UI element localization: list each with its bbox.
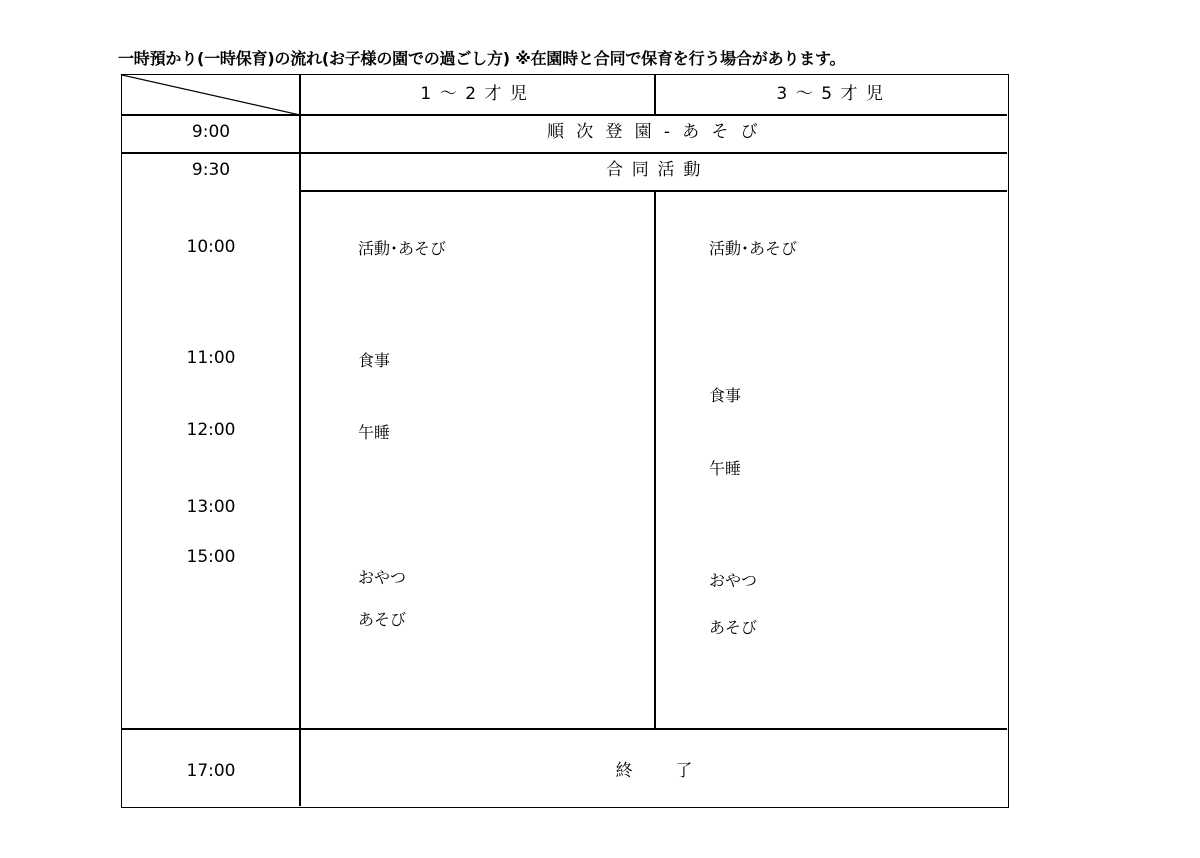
time-9-30: 9:30 (191, 160, 231, 180)
time-10-00: 10:00 (186, 237, 236, 257)
activity-3-5-snack: おやつ (709, 571, 758, 590)
activity-1-2-nap: 午睡 (358, 423, 391, 442)
diagonal-header-cell (122, 75, 300, 115)
column-divider (654, 75, 656, 114)
arrival-play-text: 順 次 登 園 - あ そ び (547, 122, 761, 142)
activity-3-5-play2: あそび (709, 618, 758, 637)
end-text: 終 了 (615, 761, 693, 781)
activity-3-5-play: 活動･あそび (709, 239, 798, 258)
activity-1-2-play2: あそび (358, 610, 407, 629)
page-title: 一時預かり(一時保育)の流れ(お子様の園での過ごし方) ※在園時と合同で保育を行う場合があります。 (118, 49, 846, 68)
header-1-2-years: 1～2才児 (420, 84, 536, 104)
activity-3-5-meal: 食事 (709, 386, 742, 405)
time-17-00: 17:00 (186, 761, 236, 781)
header-3-5-years: 3～5才児 (776, 84, 892, 104)
time-13-00: 13:00 (186, 497, 236, 517)
activity-3-5-nap: 午睡 (709, 459, 742, 478)
time-9-00: 9:00 (191, 122, 231, 142)
column-divider (654, 191, 656, 729)
time-15-00: 15:00 (186, 547, 236, 567)
row-divider (122, 728, 1007, 730)
row-divider (122, 152, 1007, 154)
time-12-00: 12:00 (186, 420, 236, 440)
activity-1-2-snack: おやつ (358, 568, 407, 587)
activity-1-2-meal: 食事 (358, 351, 391, 370)
joint-activity-text: 合 同 活 動 (605, 160, 703, 180)
activity-1-2-play: 活動･あそび (358, 239, 447, 258)
schedule-table (121, 74, 1009, 808)
column-divider (299, 75, 301, 806)
time-11-00: 11:00 (186, 348, 236, 368)
